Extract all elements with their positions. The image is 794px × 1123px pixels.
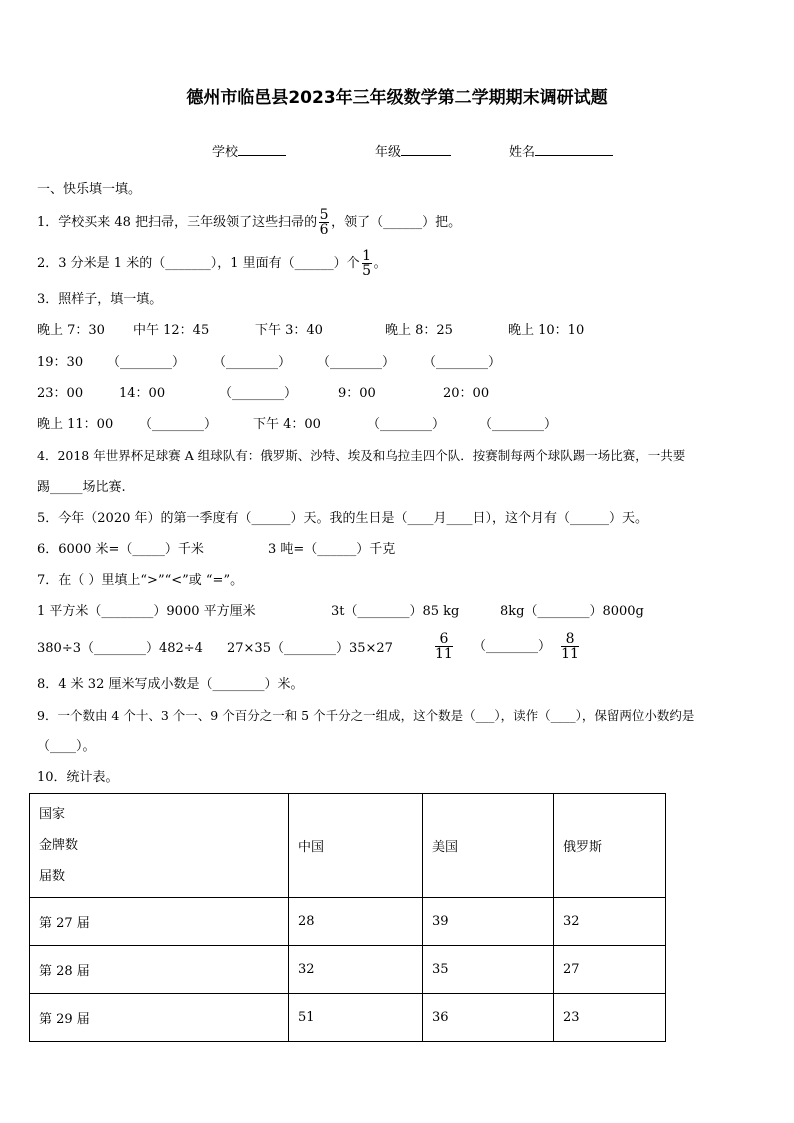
- table-cell: 27: [554, 946, 666, 994]
- table-cell: 23: [554, 994, 666, 1042]
- section-heading: 一、快乐填一填。: [37, 182, 142, 197]
- table-row: [30, 946, 666, 994]
- answer-blank[interactable]: （________）: [423, 355, 502, 370]
- table-row: [30, 898, 666, 946]
- table-cell: 36: [423, 994, 554, 1042]
- question-4-cont: 踢_____场比赛.: [37, 480, 126, 495]
- time-cell: 下午 3：40: [255, 323, 323, 338]
- question-6b: 3 吨=（______）千克: [268, 542, 396, 557]
- row-label: 第 27 届: [30, 898, 289, 946]
- fraction: $\frac{1}{5}$: [362, 248, 372, 279]
- table-cell: 32: [554, 898, 666, 946]
- grade-field: 年级: [375, 142, 451, 161]
- header-line: 金牌数: [39, 838, 79, 853]
- answer-blank[interactable]: （________）: [139, 417, 218, 432]
- question-6a: 6．6000 米=（_____）千米: [37, 542, 204, 557]
- answer-blank[interactable]: （________）: [213, 355, 292, 370]
- column-header: 俄罗斯: [554, 794, 666, 898]
- column-header: 中国: [289, 794, 423, 898]
- fraction: $\frac{8}{11}$: [561, 631, 579, 662]
- table-cell: 32: [289, 946, 423, 994]
- compare-fraction-item: $\frac{6}{11}$ （________） $\frac{8}{11}$: [435, 631, 579, 662]
- table-cell: 35: [423, 946, 554, 994]
- table-cell: 51: [289, 994, 423, 1042]
- question-5: 5．今年（2020 年）的第一季度有（______）天。我的生日是（____月____日），这个月有（______）天。: [37, 511, 648, 526]
- time-cell: 19：30: [37, 355, 84, 370]
- compare-item: 3t（________）85 kg: [331, 604, 460, 619]
- compare-item: 8kg（________）8000g: [500, 604, 644, 619]
- time-cell: 晚上 7：30: [37, 323, 105, 338]
- question-2: 2．3 分米是 1 米的（_______），1 里面有（______）个 $\frac{1}{5}$ 。: [37, 248, 387, 279]
- answer-blank[interactable]: （________）: [367, 417, 446, 432]
- answer-blank[interactable]: （________）: [219, 386, 298, 401]
- name-field: 姓名: [509, 142, 613, 161]
- question-1: 1．学校买来 48 把扫帚，三年级领了这些扫帚的 $\frac{5}{6}$ ，领了（______）把。: [37, 207, 462, 238]
- answer-blank[interactable]: （________）: [317, 355, 396, 370]
- time-cell: 下午 4：00: [253, 417, 321, 432]
- time-cell: 晚上 8：25: [385, 323, 453, 338]
- school-field: 学校: [212, 142, 286, 161]
- answer-blank[interactable]: （________）: [479, 417, 558, 432]
- question-10: 10．统计表。: [37, 770, 119, 785]
- question-8: 8．4 米 32 厘米写成小数是（________）米。: [37, 677, 304, 692]
- compare-item: 27×35（________）35×27: [227, 641, 393, 656]
- question-9-cont: （____）。: [37, 739, 96, 754]
- table-cell: 28: [289, 898, 423, 946]
- table-header-row: [30, 794, 666, 898]
- time-cell: 晚上 11：00: [37, 417, 114, 432]
- page-title: 德州市临邑县2023年三年级数学第二学期期末调研试题: [186, 88, 608, 108]
- header-line: 届数: [39, 869, 66, 884]
- fraction: $\frac{6}{11}$: [435, 631, 453, 662]
- time-cell: 23：00: [37, 386, 84, 401]
- question-4: 4．2018 年世界杯足球赛 A 组球队有：俄罗斯、沙特、埃及和乌拉圭四个队．按赛制每两个球队踢一场比赛，一共要: [37, 448, 686, 463]
- header-corner-cell: [30, 794, 289, 898]
- column-header: 美国: [423, 794, 554, 898]
- time-cell: 20：00: [443, 386, 490, 401]
- answer-blank[interactable]: （________）: [107, 355, 186, 370]
- time-cell: 中午 12：45: [133, 323, 210, 338]
- row-label: 第 28 届: [30, 946, 289, 994]
- header-line: 国家: [39, 807, 66, 822]
- table-row: [30, 994, 666, 1042]
- compare-item: 380÷3（________）482÷4: [37, 641, 203, 656]
- time-cell: 9：00: [338, 386, 376, 401]
- fraction: $\frac{5}{6}$: [319, 207, 329, 238]
- time-cell: 14：00: [119, 386, 166, 401]
- question-7: 7．在（ ）里填上“>”“<”或 “=”。: [37, 573, 244, 588]
- time-cell: 晚上 10：10: [508, 323, 585, 338]
- row-label: 第 29 届: [30, 994, 289, 1042]
- question-9: 9．一个数由 4 个十、3 个一、9 个百分之一和 5 个千分之一组成，这个数是（___），读作（____），保留两位小数约是: [37, 708, 695, 723]
- compare-item: 1 平方米（________）9000 平方厘米: [37, 604, 256, 619]
- table-cell: 39: [423, 898, 554, 946]
- question-3: 3．照样子，填一填。: [37, 292, 163, 307]
- stats-table: [29, 793, 666, 1042]
